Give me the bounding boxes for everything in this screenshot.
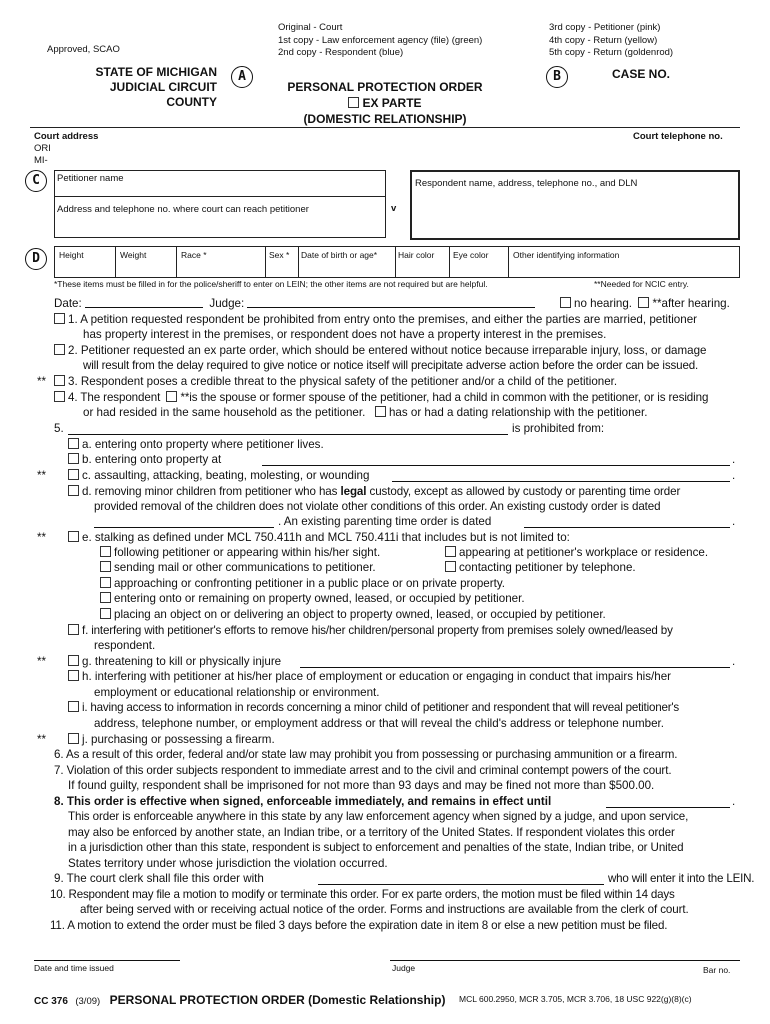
- item-2-line1: [54, 343, 706, 358]
- copy-second: 2nd copy - Respondent (blue): [278, 47, 404, 58]
- item-5-number: 5.: [54, 422, 64, 435]
- item-8-line2: This order is enforceable anywhere in this state by any law enforcement agency when signed by a judge, and upon service,: [68, 810, 689, 823]
- item-11: 11. A motion to extend the order must be filed 3 days before the expiration date in item 8 or else a new petition must be filed.: [50, 919, 668, 932]
- marker-a: A: [231, 66, 253, 88]
- marker-b: B: [546, 66, 568, 88]
- court-block: [40, 65, 217, 110]
- hair-cell[interactable]: [396, 247, 450, 277]
- title-line3: (DOMESTIC RELATIONSHIP): [303, 112, 467, 126]
- item-1-line1: [54, 312, 697, 327]
- item-7-line1: 7. Violation of this order subjects respondent to immediate arrest and to the civil and criminal contempt powers of the court.: [54, 764, 672, 777]
- copy-first: 1st copy - Law enforcement agency (file) (green): [278, 34, 483, 46]
- bar-no-label: Bar no.: [703, 965, 731, 975]
- copy-distribution-left: [278, 22, 482, 60]
- item-8-line1: 8. This order is effective when signed, enforceable immediately, and remains in effect until: [54, 795, 552, 808]
- item-5e-4-text: entering onto or remaining on property owned, leased, or occupied by petitioner.: [114, 592, 525, 605]
- item-5d-line2: provided removal of the children does not violate other conditions of this order. An existing custody order is dated: [94, 500, 661, 513]
- copy-distribution-right: [549, 22, 673, 60]
- lein-note: [54, 279, 488, 289]
- item-3-checkbox[interactable]: [54, 375, 65, 386]
- item-5d: [68, 484, 680, 499]
- judge-label: Judge:: [209, 297, 245, 310]
- copy-fifth: 5th copy - Return (goldenrod): [549, 47, 674, 58]
- item-4-checkbox[interactable]: [54, 391, 65, 402]
- item-6: 6. As a result of this order, federal and/or state law may prohibit you from possessing or purchasing ammunition or a firearm.: [54, 748, 678, 761]
- item-2-checkbox[interactable]: [54, 344, 65, 355]
- item-4-dating: has or had a dating relationship with the petitioner.: [388, 406, 648, 419]
- identification-row: [54, 246, 740, 278]
- copy-third: 3rd copy - Petitioner (pink): [549, 22, 661, 33]
- lein-note-text: *These items must be filled in for the police/sheriff to enter on LEIN; the other items are not required but are helpful.: [54, 279, 488, 289]
- state-name: STATE OF MICHIGAN: [95, 65, 217, 79]
- item-5a-text: a. entering onto property where petitioner lives.: [82, 438, 324, 451]
- item-5e-2-checkbox[interactable]: [100, 561, 111, 572]
- marker-c: C: [25, 170, 47, 192]
- ex-parte-checkbox[interactable]: [348, 97, 359, 108]
- item-5c-text: c. assaulting, attacking, beating, molesting, or wounding: [82, 469, 370, 482]
- ncic-note: **Needed for NCIC entry.: [594, 279, 689, 289]
- item-5-prohibited: is prohibited from:: [512, 422, 605, 435]
- form-footer: [34, 991, 445, 1009]
- item-5b-field[interactable]: [262, 465, 730, 466]
- parenting-date-field[interactable]: [524, 527, 730, 528]
- weight-label: Weight: [120, 250, 147, 260]
- case-no-label: CASE NO.: [612, 67, 671, 81]
- item-4-post: **is the spouse or former spouse of the petitioner, had a child in common with the petitioner, or is residing: [180, 391, 709, 404]
- item-5-field[interactable]: [68, 434, 508, 435]
- item-5j: [68, 732, 275, 747]
- item-5c: [68, 468, 369, 483]
- race-cell[interactable]: [177, 247, 266, 277]
- item-4-spouse-checkbox[interactable]: [166, 391, 177, 402]
- item-5f: [68, 623, 673, 638]
- judge-signature-label: Judge: [392, 963, 416, 973]
- item-5h-checkbox[interactable]: [68, 670, 79, 681]
- footer-title: PERSONAL PROTECTION ORDER (Domestic Relationship): [109, 993, 446, 1007]
- item-5c-field[interactable]: [392, 481, 730, 482]
- after-hearing-label: **after hearing.: [652, 297, 730, 310]
- hearing-options: [560, 296, 730, 311]
- petitioner-address-box[interactable]: [54, 196, 386, 238]
- item-5e-4-checkbox[interactable]: [100, 592, 111, 603]
- eye-label: Eye color: [453, 250, 489, 260]
- item-5h-text: h. interfering with petitioner at his/her place of employment or education or engaging in conduct that impairs his/her: [82, 670, 672, 683]
- item-5g-star: **: [37, 655, 47, 668]
- item-5e-2: [100, 560, 376, 575]
- mi-label: MI-: [34, 155, 48, 166]
- item-4-line1: [54, 390, 708, 405]
- item-4-pre: 4. The respondent: [68, 391, 161, 404]
- item-5e-5-checkbox[interactable]: [100, 608, 111, 619]
- item-5: [54, 421, 64, 436]
- item-5e-3-checkbox[interactable]: [100, 577, 111, 588]
- item-5i: [68, 700, 679, 715]
- item-5i-text: i. having access to information in records concerning a minor child of petitioner and respondent that will reveal petitioner's: [82, 701, 679, 714]
- dob-cell[interactable]: [299, 247, 396, 277]
- item-5j-checkbox[interactable]: [68, 733, 79, 744]
- item-5e-4: [100, 591, 525, 606]
- form-revision: (3/09): [75, 996, 101, 1007]
- item-8-line3: may also be enforced by another state, an Indian tribe, or a territory of the United States. If respondent violates this order: [68, 826, 675, 839]
- item-5e-2r-text: contacting petitioner by telephone.: [459, 561, 636, 574]
- form-number: CC 376: [34, 996, 68, 1007]
- eye-cell[interactable]: [450, 247, 509, 277]
- item-5d-pre: d. removing minor children from petitioner who has: [82, 485, 338, 498]
- item-5c-dot: .: [732, 469, 736, 482]
- item-8-dot: .: [732, 795, 736, 808]
- item-5g-text: g. threatening to kill or physically injure: [82, 655, 282, 668]
- approved-scao: Approved, SCAO: [47, 44, 120, 55]
- dob-label: Date of birth or age*: [301, 250, 378, 260]
- item-5b-text: b. entering onto property at: [82, 453, 222, 466]
- item-5g-dot: .: [732, 655, 736, 668]
- court-address-label: Court address: [34, 131, 99, 142]
- item-10-line2: after being served with or receiving actual notice of the order. Forms and instructions are available from the clerk of court.: [80, 903, 689, 916]
- item-5b-dot: .: [732, 453, 736, 466]
- item-8-line4: in a jurisdiction other than this state, respondent is subject to enforcement and penalties of the state, Indian tribe, or United: [68, 841, 684, 854]
- height-label: Height: [59, 250, 84, 260]
- item-5e-3-text: approaching or confronting petitioner in a public place or on private property.: [114, 577, 505, 590]
- court-phone-label: Court telephone no.: [633, 131, 723, 142]
- item-4-line2: [83, 405, 647, 420]
- judge-field[interactable]: [247, 297, 535, 308]
- date-field[interactable]: [85, 297, 203, 308]
- item-5d-line3: . An existing parenting time order is dated: [278, 515, 492, 528]
- item-5e-checkbox[interactable]: [68, 531, 79, 542]
- item-5c-star: **: [37, 469, 47, 482]
- item-5d-post: custody, except as allowed by custody or parenting time order: [369, 485, 681, 498]
- item-5h-line2: employment or educational relationship or environment.: [94, 686, 380, 699]
- height-cell[interactable]: [55, 247, 116, 277]
- item-5b-checkbox[interactable]: [68, 453, 79, 464]
- item-2-line2: will result from the delay required to give notice or notice itself will precipitate adverse action before the order can be issued.: [83, 359, 699, 372]
- item-5e-2r: [445, 560, 636, 575]
- item-5d-legal: legal: [340, 485, 367, 498]
- judge-signature-field[interactable]: [390, 960, 740, 961]
- marker-d: D: [25, 248, 47, 270]
- petitioner-address-label: Address and telephone no. where court can reach petitioner: [57, 204, 309, 215]
- respondent-box[interactable]: [410, 170, 740, 240]
- item-5a: [68, 437, 324, 452]
- item-5g-field[interactable]: [300, 667, 730, 668]
- sex-cell[interactable]: [266, 247, 299, 277]
- sex-label: Sex *: [269, 250, 290, 260]
- form-title: [265, 79, 505, 127]
- item-5e: [68, 530, 570, 545]
- expiration-date-field[interactable]: [606, 807, 730, 808]
- item-9-post: who will enter it into the LEIN.: [608, 872, 755, 885]
- item-1-line2: has property interest in the premises, or respondent does not have a property interest in the premises.: [83, 328, 607, 341]
- item-2-text: 2. Petitioner requested an ex parte order, which should be entered without notice because irreparable injury, loss, or damage: [68, 344, 707, 357]
- item-5f-line2: respondent.: [94, 639, 156, 652]
- header-rule: [30, 127, 740, 128]
- no-hearing-checkbox[interactable]: [560, 297, 571, 308]
- item-5e-text: e. stalking as defined under MCL 750.411h and MCL 750.411i that includes but is not limited to:: [82, 531, 570, 544]
- hair-label: Hair color: [398, 250, 435, 260]
- date-time-issued-field[interactable]: [34, 960, 180, 961]
- item-5e-3: [100, 576, 505, 591]
- custody-date-field[interactable]: [94, 527, 274, 528]
- item-5e-1r-checkbox[interactable]: [445, 546, 456, 557]
- item-5d-checkbox[interactable]: [68, 485, 79, 496]
- item-5a-checkbox[interactable]: [68, 438, 79, 449]
- item-5e-1: [100, 545, 380, 560]
- footer-citations: MCL 600.2950, MCR 3.705, MCR 3.706, 18 USC 922(g)(8)(c): [459, 994, 692, 1004]
- item-5j-star: **: [37, 733, 47, 746]
- no-hearing-label: no hearing.: [574, 297, 633, 310]
- item-4-dating-checkbox[interactable]: [375, 406, 386, 417]
- ori-label: ORI: [34, 143, 51, 154]
- item-5e-1r: [445, 545, 708, 560]
- item-3: [54, 374, 617, 389]
- item-5e-1r-text: appearing at petitioner's workplace or residence.: [459, 546, 709, 559]
- item-5e-1-text: following petitioner or appearing within his/her sight.: [114, 546, 381, 559]
- date-label: Date:: [54, 297, 82, 310]
- item-9: 9. The court clerk shall file this order with: [54, 872, 264, 885]
- petitioner-name-label: Petitioner name: [57, 173, 124, 184]
- item-5b: [68, 452, 221, 467]
- item-1-checkbox[interactable]: [54, 313, 65, 324]
- after-hearing-checkbox[interactable]: [638, 297, 649, 308]
- item-4-resided: or had resided in the same household as the petitioner.: [83, 406, 366, 419]
- versus-label: v: [391, 203, 397, 214]
- item-5d-dot: .: [732, 515, 736, 528]
- item-5f-text: f. interfering with petitioner's efforts to remove his/her children/personal property from premises solely owned/leased by: [82, 624, 673, 637]
- title-line2: EX PARTE: [362, 96, 422, 110]
- race-label: Race *: [181, 250, 207, 260]
- item-5e-5-text: placing an object on or delivering an object to property owned, leased, or occupied by petitioner.: [114, 608, 606, 621]
- judicial-circuit: JUDICIAL CIRCUIT: [109, 80, 217, 94]
- item-3-star: **: [37, 375, 47, 388]
- date-judge-row: [54, 296, 535, 311]
- item-5e-5: [100, 607, 606, 622]
- copy-fourth: 4th copy - Return (yellow): [549, 34, 658, 46]
- item-5g: [68, 654, 281, 669]
- item-8-line5: States territory under whose jurisdiction the violation occurred.: [68, 857, 388, 870]
- weight-cell[interactable]: [116, 247, 177, 277]
- item-5c-checkbox[interactable]: [68, 469, 79, 480]
- item-5i-checkbox[interactable]: [68, 701, 79, 712]
- item-7-line2: If found guilty, respondent shall be imprisoned for not more than 93 days and may be fined not more than $500.00.: [68, 779, 655, 792]
- petitioner-name-box[interactable]: [54, 170, 386, 197]
- date-time-issued-label: Date and time issued: [34, 963, 114, 973]
- item-10-line1: 10. Respondent may file a motion to modify or terminate this order. For ex parte orders, the motion must be filed within 14 days: [50, 888, 675, 901]
- other-label: Other identifying information: [513, 250, 620, 260]
- item-5h: [68, 669, 671, 684]
- item-5j-text: j. purchasing or possessing a firearm.: [82, 733, 275, 746]
- item-5e-2r-checkbox[interactable]: [445, 561, 456, 572]
- item-5e-1-checkbox[interactable]: [100, 546, 111, 557]
- title-line1: PERSONAL PROTECTION ORDER: [287, 80, 483, 94]
- county-label: COUNTY: [166, 95, 217, 109]
- item-5e-2-text: sending mail or other communications to petitioner.: [114, 561, 376, 574]
- item-1-text: 1. A petition requested respondent be prohibited from entry onto the premises, and either the parties are married, petitioner: [68, 313, 698, 326]
- item-5f-checkbox[interactable]: [68, 624, 79, 635]
- other-cell[interactable]: [509, 247, 737, 277]
- item-5i-line2: address, telephone number, or employment address or that will reveal the child's address or telephone number.: [94, 717, 664, 730]
- lein-agency-field[interactable]: [318, 884, 604, 885]
- item-5g-checkbox[interactable]: [68, 655, 79, 666]
- item-5e-star: **: [37, 531, 47, 544]
- item-3-text: 3. Respondent poses a credible threat to the physical safety of the petitioner and/or a child of the petitioner.: [68, 375, 618, 388]
- copy-original: Original - Court: [278, 22, 343, 33]
- respondent-label: Respondent name, address, telephone no., and DLN: [415, 178, 638, 189]
